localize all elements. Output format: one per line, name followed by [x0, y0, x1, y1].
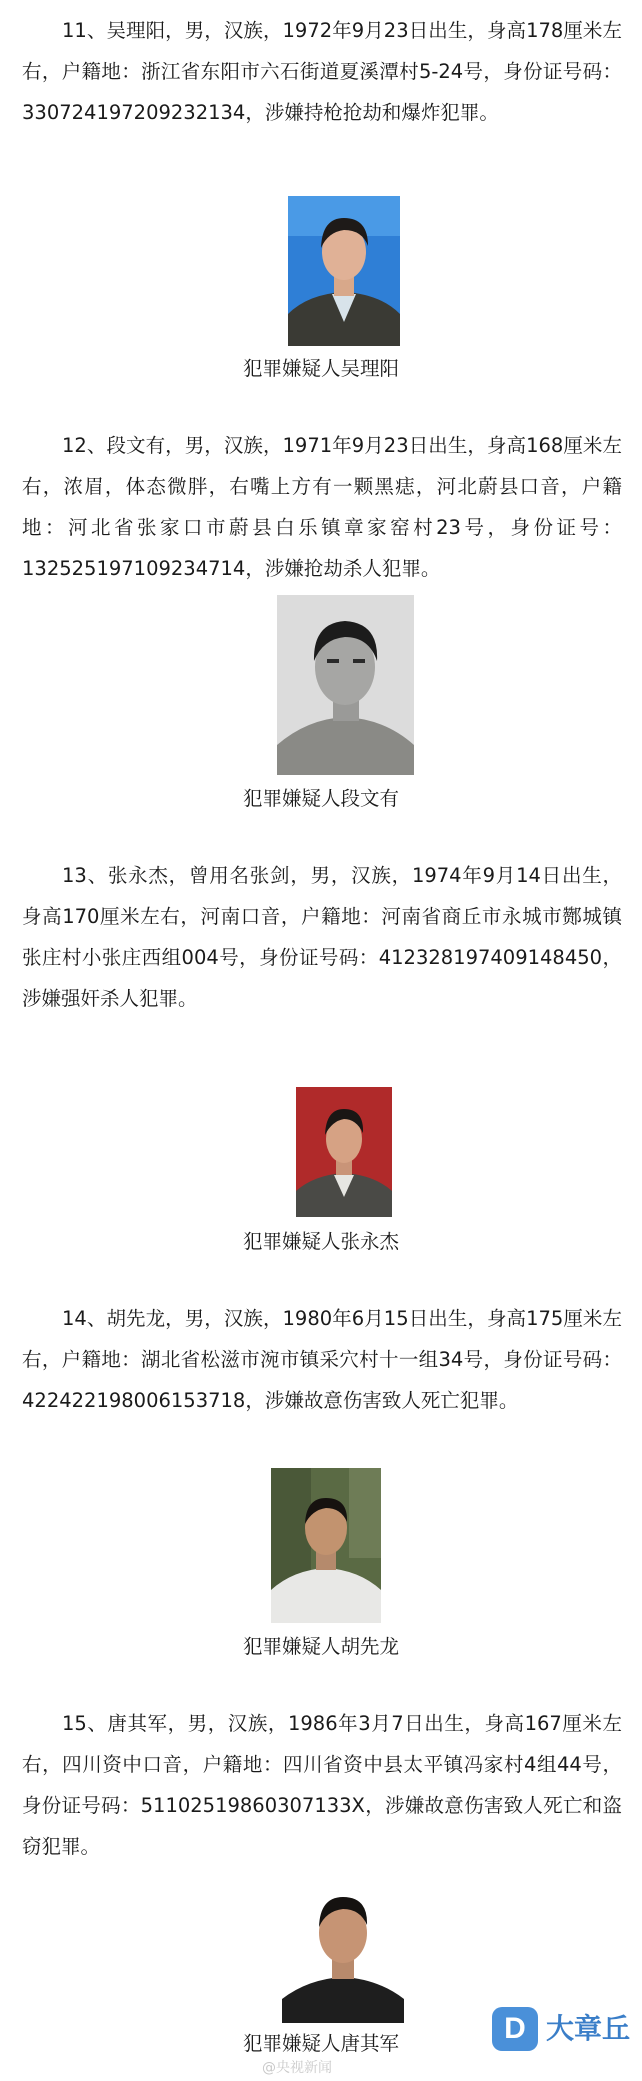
suspect-paragraph: 12、段文有，男，汉族，1971年9月23日出生，身高168厘米左右，浓眉，体态微胖，右嘴上方有一颗黑痣，河北蔚县口音，户籍地：河北省张家口市蔚县白乐镇章家窑村23号，身份证号：132525197109234714，涉嫌抢劫杀人犯罪。 [22, 434, 622, 580]
logo-text: 大章丘 [546, 2012, 631, 2045]
photo-caption: 犯罪嫌疑人胡先龙 [242, 1635, 399, 1658]
suspect-photo [282, 1875, 404, 2023]
logo-badge-icon: D [492, 2007, 538, 2051]
suspect-photo [296, 1087, 392, 1217]
suspect-photo [277, 595, 414, 775]
dazhangqiu-logo [492, 2003, 632, 2055]
suspect-photo [288, 196, 400, 346]
photo-caption: 犯罪嫌疑人吴理阳 [242, 357, 399, 380]
suspect-paragraph: 14、胡先龙，男，汉族，1980年6月15日出生，身高175厘米左右，户籍地：湖北省松滋市涴市镇采穴村十一组34号，身份证号码：422422198006153718，涉嫌故意伤害致人死亡犯罪。 [22, 1307, 622, 1412]
suspect-paragraph: 11、吴理阳，男，汉族，1972年9月23日出生，身高178厘米左右，户籍地：浙江省东阳市六石街道夏溪潭村5-24号，身份证号码：330724197209232134，涉嫌持枪抢劫和爆炸犯罪。 [22, 19, 622, 124]
photo-caption: 犯罪嫌疑人唐其军 [242, 2032, 399, 2055]
photo-caption: 犯罪嫌疑人段文有 [242, 787, 399, 810]
suspect-photo [271, 1468, 381, 1623]
suspect-paragraph: 15、唐其军，男，汉族，1986年3月7日出生，身高167厘米左右，四川资中口音，户籍地：四川省资中县太平镇冯家村4组44号，身份证号码：51102519860307133X，涉嫌故意伤害致人死亡和盗窃犯罪。 [22, 1712, 622, 1858]
suspect-paragraph: 13、张永杰，曾用名张剑，男，汉族，1974年9月14日出生，身高170厘米左右，河南口音，户籍地：河南省商丘市永城市酂城镇张庄村小张庄西组004号，身份证号码：412328197409148450，涉嫌强奸杀人犯罪。 [22, 864, 622, 1010]
photo-caption: 犯罪嫌疑人张永杰 [242, 1230, 399, 1253]
weibo-watermark: @央视新闻 [262, 2060, 332, 2076]
